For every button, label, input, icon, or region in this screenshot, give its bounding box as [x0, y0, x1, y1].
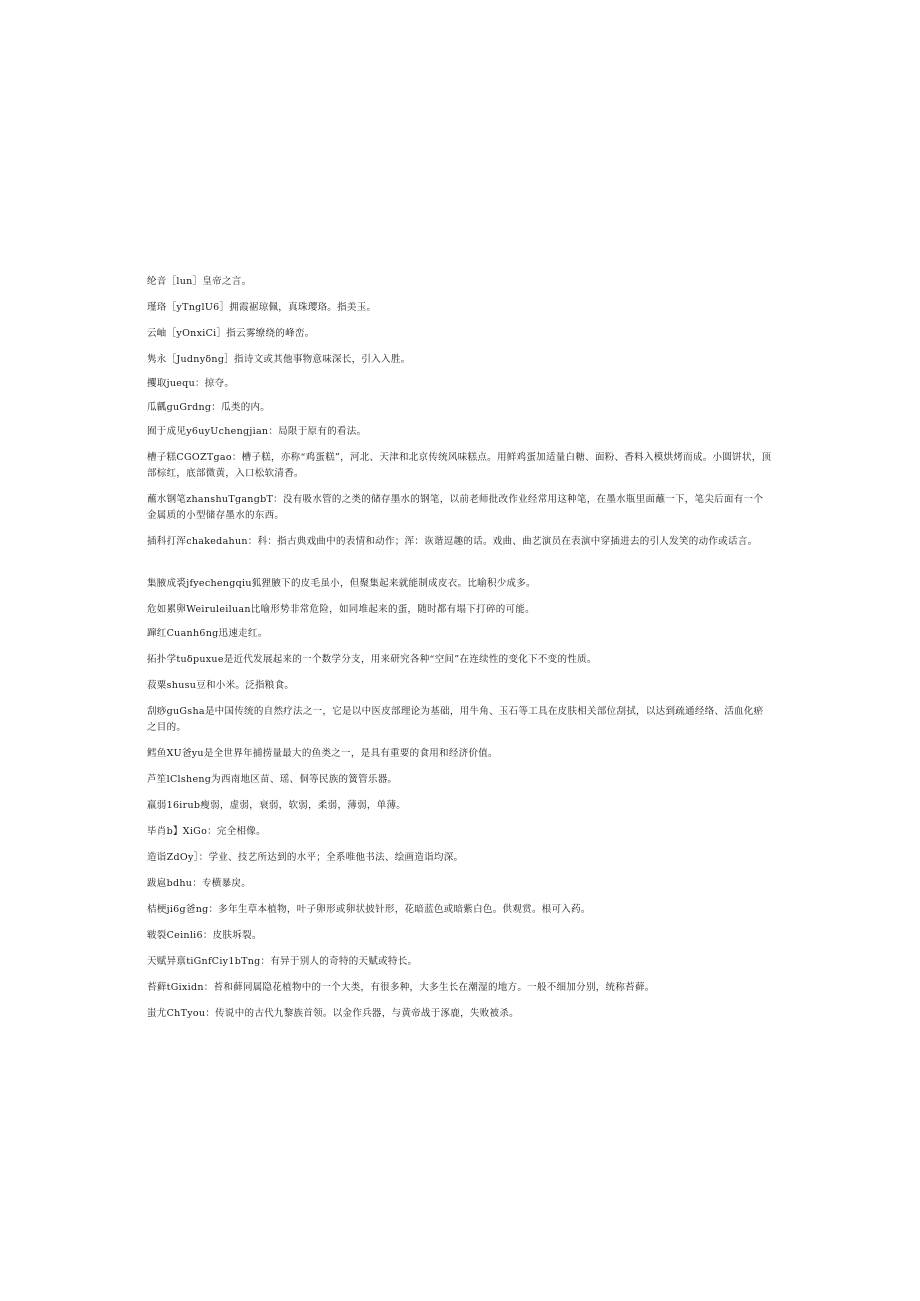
glossary-entry: 天赋异禀tiGnfCiy1bTng：有异于别人的奇特的天赋或特长。 [147, 955, 418, 967]
glossary-entry: 危如累卵Weiruleiluan比喻形势非常危险，如同堆起来的蛋，随时都有塌下打碎的可能。 [147, 603, 535, 615]
glossary-entry: 拓扑学tuδpuxue是近代发展起来的一个数学分支，用来研究各种“空间”在连续性的变化下不变的性质。 [147, 653, 597, 665]
glossary-entry: 菽粟shusu豆和小米。泛指粮食。 [147, 679, 295, 691]
glossary-entry: 瓜瓤guGrdng：瓜类的内。 [147, 401, 271, 413]
glossary-entry: 苔藓tGixidn：苔和藓同属隐花植物中的一个大类，有很多种，大多生长在潮湿的地方。一般不细加分别，统称苔藓。 [147, 981, 655, 993]
glossary-entry: 云岫［yOnxiCi］指云雾缭绕的峰峦。 [147, 327, 315, 339]
glossary-entry: 集腋成裘jfyechengqiu狐狸腋下的皮毛虽小，但聚集起来就能制成皮衣。比喻积少成多。 [147, 577, 536, 589]
glossary-entry: 刮痧guGsha是中国传统的自然疗法之一，它是以中医皮部理论为基础，用牛角、玉石等工具在皮肤相关部位刮拭，以达到疏通经络、活血化瘀之目的。 [147, 705, 764, 733]
glossary-entry: 瑾珞［yTnglU6］拥霞裾琼佩，真珠璎珞。指美玉。 [147, 301, 377, 313]
glossary-entry: 纶音［lun］皇帝之言。 [147, 275, 252, 287]
glossary-entry: 槽子糕CGOZTgao：槽子糕，亦称“鸡蛋糕”，河北、天津和北京传统风味糕点。用鲜鸡蛋加适量白糖、面粉、香料入模烘烤而成。小圆饼状，顶部棕红，底部微黄，入口松软清香。 [147, 451, 772, 479]
glossary-entry: 芦笙lClsheng为西南地区苗、瑶、侗等民族的簧管乐器。 [147, 773, 398, 785]
glossary-entry: 蹿红Cuanh6ng迅速走红。 [147, 627, 268, 639]
glossary-entry: 桔梗ji6g爸ng：多年生草本植物，叶子卵形或卵状披针形，花暗蓝色或暗紫白色。供观赏。根可入药。 [147, 903, 591, 915]
glossary-entry: 蚩尤ChTyou：传说中的古代九黎族首领。以金作兵器，与黄帝战于涿鹿，失败被杀。 [147, 1007, 519, 1019]
glossary-entry: 插科打浑chakedahun：科：指古典戏曲中的表情和动作；浑：诙谐逗趣的话。戏曲、曲艺演员在表演中穿插进去的引人发笑的动作或话言。 [147, 535, 758, 547]
glossary-entry: 囿于成见y6uyUchengjian：局限于原有的看法。 [147, 425, 367, 437]
glossary-entry: 羸弱16irub瘦弱，虚弱，衰弱，软弱，柔弱，薄弱，单薄。 [147, 799, 407, 811]
glossary-entry: 皲裂Ceinli6：皮肤坼裂。 [147, 929, 262, 941]
glossary-entry: 鳕鱼XU爸yu是全世界年捕捞量最大的鱼类之一，是具有重要的食用和经济价值。 [147, 747, 498, 759]
glossary-entry: 蘸水钢笔zhanshuTgangbT：没有吸水管的之类的储存墨水的钢笔，以前老师批改作业经常用这种笔，在墨水瓶里面蘸一下，笔尖后面有一个金属质的小型储存墨水的东西。 [147, 493, 764, 521]
glossary-entry: 跋扈bdhu：专横暴戾。 [147, 877, 251, 889]
glossary-entry: 造诣ZdOy］：学业、技艺所达到的水平；全系唯他书法、绘画造诣均深。 [147, 851, 464, 863]
glossary-entry: 毕肖b】XiGo：完全相像。 [147, 825, 266, 837]
glossary-entry: 攫取juequ：掠夺。 [147, 377, 235, 389]
glossary-entry: 隽永［Judnyδng］指诗文或其他事物意味深长，引入入胜。 [147, 353, 411, 365]
